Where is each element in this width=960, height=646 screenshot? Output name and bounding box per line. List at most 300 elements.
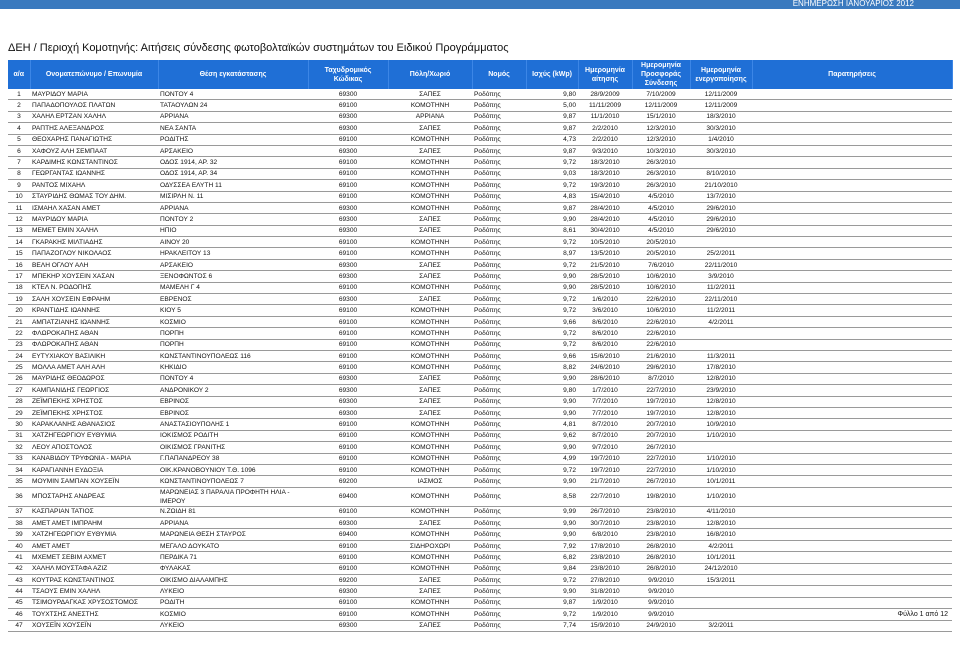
table-cell: 10 [8,191,30,202]
table-cell: ΣΑΠΕΣ [388,89,472,100]
table-cell: ΡΟΔΙΤΗ [158,597,308,608]
table-cell: ΞΕΝΟΦΩΝΤΟΣ 6 [158,271,308,282]
table-cell: ΚΟΜΟΤΗΝΗ [388,350,472,361]
table-cell: 9/9/2010 [632,597,690,608]
table-cell: ΜΙΣΙΡΛΗ Ν. 11 [158,191,308,202]
table-cell [752,586,952,597]
table-cell [752,225,952,236]
table-cell [752,620,952,631]
table-cell: 69100 [308,419,388,430]
table-cell: 24/6/2010 [578,362,632,373]
table-cell: 30/3/2010 [690,145,752,156]
table-cell: 6 [8,145,30,156]
table-cell: ΟΙΚ.ΚΡΑΝΟΒΟΥΝΙΟΥ Τ.Θ. 1096 [158,464,308,475]
table-cell [752,597,952,608]
table-row [8,563,952,574]
table-cell: ΧΑΦΟΥΖ ΑΛΗ ΣΕΜΠΑΑΤ [30,145,158,156]
table-cell: 9,90 [526,529,578,540]
table-cell: 7/7/2010 [578,396,632,407]
table-cell: 9,87 [526,202,578,213]
table-row [8,453,952,464]
table-cell: 19/8/2010 [632,487,690,506]
table-cell: 23/8/2010 [578,552,632,563]
table-cell: ΠΕΡΔΙΚΑ 71 [158,552,308,563]
table-cell: 12 [8,214,30,225]
table-cell: 15/1/2010 [632,111,690,122]
table-cell: 22/6/2010 [632,316,690,327]
table-cell: 29/6/2010 [632,362,690,373]
table-cell: ΚΑΝΑΒΙΔΟΥ ΤΡΥΦΩΝΙΑ - ΜΑΡΙΑ [30,453,158,464]
table-cell: Ροδόπης [472,442,526,453]
table-cell: ΑΡΡΙΑΝΑ [158,111,308,122]
table-cell: 9,72 [526,339,578,350]
table-cell: ΤΣΙΜΟΥΡΔΑΓΚΑΣ ΧΡΥΣΟΣΤΟΜΟΣ [30,597,158,608]
table-row [8,214,952,225]
table-cell: Ροδόπης [472,214,526,225]
table-cell: 24 [8,350,30,361]
table-cell: 32 [8,442,30,453]
table-row [8,373,952,384]
table-cell: Ροδόπης [472,529,526,540]
table-cell: 29/6/2010 [690,214,752,225]
table-cell: ΚΟΜΟΤΗΝΗ [388,487,472,506]
table-cell: ΚΗΚΙΔΙΟ [158,362,308,373]
table-cell: Ροδόπης [472,100,526,111]
table-cell: Ροδόπης [472,430,526,441]
table-cell: 5 [8,134,30,145]
table-cell: 9,90 [526,442,578,453]
table-cell: 69100 [308,540,388,551]
table-cell [752,316,952,327]
table-cell: 10/6/2010 [632,282,690,293]
table-cell: Ροδόπης [472,282,526,293]
table-cell: 19/7/2010 [632,407,690,418]
table-cell: 19/7/2010 [578,464,632,475]
table-cell: 69300 [308,123,388,134]
table-cell: 11/2/2011 [690,282,752,293]
table-cell [690,442,752,453]
table-cell [752,259,952,270]
table-cell: 28 [8,396,30,407]
table-cell: ΠΟΝΤΟΥ 4 [158,89,308,100]
table-cell: 69100 [308,191,388,202]
table-cell: ΚΟΜΟΤΗΝΗ [388,328,472,339]
table-row [8,180,952,191]
table-cell: ΑΡΡΙΑΝΑ [158,518,308,529]
table-cell: 9,72 [526,157,578,168]
table-cell: ΑΡΡΙΑΝΑ [158,202,308,213]
table-cell [752,89,952,100]
table-cell: 29/6/2010 [690,225,752,236]
table-cell: Ροδόπης [472,362,526,373]
table-cell [752,111,952,122]
table-cell: Ροδόπης [472,419,526,430]
table-cell: 9,90 [526,396,578,407]
table-cell: ΟΙΚΙΣΜΟ ΔΙΑΛΑΜΠΗΣ [158,575,308,586]
table-cell [690,157,752,168]
table-cell: ΣΑΠΕΣ [388,586,472,597]
table-cell [690,597,752,608]
table-cell: 24/12/2010 [690,563,752,574]
table-row [8,316,952,327]
table-cell [690,586,752,597]
table-cell: ΑΜΠΑΤΖΙΑΝΗΣ ΙΩΑΝΝΗΣ [30,316,158,327]
table-cell: 10/1/2011 [690,552,752,563]
table-cell: 40 [8,540,30,551]
table-cell: Ροδόπης [472,168,526,179]
table-cell: Ροδόπης [472,180,526,191]
table-cell: Ροδόπης [472,373,526,384]
table-cell: 10/6/2010 [632,271,690,282]
table-cell: 10/3/2010 [632,145,690,156]
table-cell: 18 [8,282,30,293]
table-cell: 69100 [308,453,388,464]
table-row [8,237,952,248]
table-cell: 9,72 [526,237,578,248]
table-cell: 30 [8,419,30,430]
table-cell: 8,58 [526,487,578,506]
table-cell: 11/2/2011 [690,305,752,316]
table-cell: 23/8/2010 [632,529,690,540]
table-cell: 69300 [308,214,388,225]
table-cell: ΜΑΡΩΝΕΙΑΣ 3 ΠΑΡΑΛΙΑ ΠΡΟΦΗΤΗ ΗΛΙΑ - ΙΜΕΡΟΥ [158,487,308,506]
table-cell: 29/6/2010 [690,202,752,213]
table-cell: 69300 [308,407,388,418]
table-cell: 4/5/2010 [632,214,690,225]
table-cell: 22/11/2010 [690,294,752,305]
table-cell: 20/5/2010 [632,237,690,248]
table-cell: Ροδόπης [472,407,526,418]
table-cell: 22/6/2010 [632,294,690,305]
table-cell: 26/7/2010 [632,442,690,453]
table-row [8,123,952,134]
table-row [8,350,952,361]
table-cell: 13 [8,225,30,236]
table-cell: 20/7/2010 [632,419,690,430]
table-cell: 69100 [308,134,388,145]
table-cell: ΕΥΤΥΧΙΑΚΟΥ ΒΑΣΙΛΙΚΗ [30,350,158,361]
table-cell: ΟΔΟΣ 1914, ΑΡ. 32 [158,157,308,168]
table-cell [752,271,952,282]
table-cell: ΣΑΛΗ ΧΟΥΣΕΙΝ ΕΦΡΑΗΜ [30,294,158,305]
table-cell: 14 [8,237,30,248]
table-cell [752,396,952,407]
table-cell: 9,72 [526,305,578,316]
table-row [8,597,952,608]
table-cell: 9/7/2010 [578,442,632,453]
table-cell: 26/8/2010 [632,552,690,563]
table-cell: 39 [8,529,30,540]
table-cell: ΦΛΩΡΟΚΑΠΗΣ ΑΘΑΝ [30,339,158,350]
table-cell: 9,84 [526,563,578,574]
table-row [8,89,952,100]
table-cell: 69300 [308,385,388,396]
table-cell [752,563,952,574]
table-row [8,442,952,453]
table-cell: 8/6/2010 [578,316,632,327]
table-cell: ΛΥΚΕΙΟ [158,586,308,597]
table-cell: 69300 [308,271,388,282]
table-cell: 1/10/2010 [690,487,752,506]
table-cell: ΚΟΜΟΤΗΝΗ [388,609,472,620]
table-cell: 69100 [308,506,388,517]
table-cell: 28/4/2010 [578,202,632,213]
table-cell: 26/3/2010 [632,157,690,168]
table-cell: ΚΟΜΟΤΗΝΗ [388,305,472,316]
table-cell: ΖΕΪΜΠΕΚΗΣ ΧΡΗΣΤΟΣ [30,407,158,418]
table-cell: ΜΕΓΑΛΟ ΔΟΥΚΑΤΟ [158,540,308,551]
table-cell: 41 [8,552,30,563]
table-cell: 46 [8,609,30,620]
table-cell: 4/2/2011 [690,316,752,327]
table-cell: ΑΡΣΑΚΕΙΟ [158,259,308,270]
table-cell: 38 [8,518,30,529]
table-cell: 69100 [308,597,388,608]
table-cell: Ροδόπης [472,294,526,305]
table-cell: ΚΡΑΝΤΙΔΗΣ ΙΩΑΝΝΗΣ [30,305,158,316]
column-header: Παρατηρήσεις [752,60,952,89]
table-cell: 69300 [308,145,388,156]
table-cell: 3 [8,111,30,122]
table-cell: 4 [8,123,30,134]
table-cell: 10/5/2010 [578,237,632,248]
table-cell: ΚΟΜΟΤΗΝΗ [388,430,472,441]
table-cell: 19/7/2010 [578,453,632,464]
table-cell: ΓΚΑΡΑΚΗΣ ΜΙΛΤΙΑΔΗΣ [30,237,158,248]
table-cell [752,237,952,248]
table-cell: Ροδόπης [472,202,526,213]
top-banner [0,0,960,9]
table-cell: 7/6/2010 [632,259,690,270]
table-cell [752,552,952,563]
column-header: Νομός [472,60,526,89]
table-cell: ΣΑΠΕΣ [388,373,472,384]
table-cell: 18/3/2010 [578,168,632,179]
table-cell: 11 [8,202,30,213]
table-cell: Ροδόπης [472,464,526,475]
table-cell: ΚΑΡΑΚΛΑΝΗΣ ΑΘΑΝΑΣΙΟΣ [30,419,158,430]
table-cell: 69100 [308,248,388,259]
table-cell: 26/7/2010 [578,506,632,517]
table-cell: 33 [8,453,30,464]
table-cell: ΠΑΠΑΔΟΠΟΥΛΟΣ ΠΛΑΤΩΝ [30,100,158,111]
table-cell: 22/11/2010 [690,259,752,270]
table-cell: 21/6/2010 [632,350,690,361]
table-cell [752,282,952,293]
table-cell: 69100 [308,563,388,574]
table-cell: 69400 [308,487,388,506]
table-cell: 19/3/2010 [578,180,632,191]
table-cell: 12/8/2010 [690,396,752,407]
table-cell: ΟΔΥΣΣΕΑ ΕΛΥΤΗ 11 [158,180,308,191]
table-cell: 35 [8,476,30,487]
table-cell: 4,73 [526,134,578,145]
table-cell: 69300 [308,518,388,529]
table-cell: ΧΑΤΖΗΓΕΩΡΓΙΟΥ ΕΥΘΥΜΙΑ [30,430,158,441]
table-cell: 7/7/2010 [578,407,632,418]
table-cell: ΚΟΜΟΤΗΝΗ [388,248,472,259]
table-cell: 42 [8,563,30,574]
table-cell: 9,87 [526,111,578,122]
table-cell: 4/11/2010 [690,506,752,517]
table-cell: 3/2/2011 [690,620,752,631]
table-cell: ΚΑΡΔΙΜΗΣ ΚΩΝΣΤΑΝΤΙΝΟΣ [30,157,158,168]
table-cell: ΘΕΟΧΑΡΗΣ ΠΑΝΑΓΙΩΤΗΣ [30,134,158,145]
table-cell: 1 [8,89,30,100]
table-cell [752,180,952,191]
table-cell: ΠΟΡΠΗ [158,328,308,339]
table-cell: Ροδόπης [472,316,526,327]
table-cell: 4/2/2011 [690,540,752,551]
table-cell: 17/8/2010 [578,540,632,551]
table-cell: 7,92 [526,540,578,551]
table-cell: 28/9/2009 [578,89,632,100]
table-cell: 12/11/2009 [632,100,690,111]
table-cell: ΜΧΕΜΕΤ ΣΕΒΙΜ ΑΧΜΕΤ [30,552,158,563]
table-cell: 11/1/2010 [578,111,632,122]
table-cell: ΛΥΚΕΙΟ [158,620,308,631]
table-cell: ΓΕΩΡΓΑΝΤΑΣ ΙΩΑΝΝΗΣ [30,168,158,179]
table-cell: Ροδόπης [472,271,526,282]
table-row [8,506,952,517]
table-cell: Ροδόπης [472,328,526,339]
table-cell: 28/5/2010 [578,271,632,282]
table-cell: ΕΒΡΕΝΟΣ [158,294,308,305]
table-cell: 12/8/2010 [690,407,752,418]
table-cell: ΜΑΥΡΙΔΗΣ ΘΕΟΔΩΡΟΣ [30,373,158,384]
table-cell: 22/7/2010 [632,385,690,396]
table-cell: 9,72 [526,180,578,191]
table-cell: ΚΟΜΟΤΗΝΗ [388,316,472,327]
table-cell: Ροδόπης [472,506,526,517]
table-cell: 2 [8,100,30,111]
table-cell: Ροδόπης [472,339,526,350]
table-cell: ΧΑΛΗΛ ΕΡΤΖΑΝ ΧΑΛΗΛ [30,111,158,122]
table-cell: 69100 [308,168,388,179]
table-cell: 1/4/2010 [690,134,752,145]
table-cell: Ροδόπης [472,453,526,464]
table-row [8,111,952,122]
table-cell: Ροδόπης [472,552,526,563]
table-cell: ΚΟΜΟΤΗΝΗ [388,191,472,202]
table-cell: ΚΑΜΠΑΝΙΔΗΣ ΓΕΩΡΓΙΟΣ [30,385,158,396]
table-cell: Ροδόπης [472,145,526,156]
table-cell: 9,66 [526,350,578,361]
table-cell: ΑΙΝΟΥ 20 [158,237,308,248]
table-cell: ΣΑΠΕΣ [388,620,472,631]
table-cell: ΣΑΠΕΣ [388,518,472,529]
table-cell: ΙΟΚΙΣΜΟΣ ΡΟΔΙΤΗ [158,430,308,441]
table-cell: 10/9/2010 [690,419,752,430]
table-cell: ΗΠΙΟ [158,225,308,236]
table-cell: ΣΑΠΕΣ [388,225,472,236]
table-cell: ΖΕΪΜΠΕΚΗΣ ΧΡΗΣΤΟΣ [30,396,158,407]
table-cell: 30/3/2010 [690,123,752,134]
table-cell: 1/9/2010 [578,597,632,608]
table-cell: 8 [8,168,30,179]
table-cell: 69300 [308,225,388,236]
table-cell: ΚΟΜΟΤΗΝΗ [388,282,472,293]
table-cell: 12/11/2009 [690,89,752,100]
table-row [8,168,952,179]
table-cell: 69100 [308,305,388,316]
table-cell: 4,99 [526,453,578,464]
table-cell: 26 [8,373,30,384]
table-header [8,60,952,89]
table-row [8,157,952,168]
table-cell [752,506,952,517]
table-cell: ΚΟΜΟΤΗΝΗ [388,180,472,191]
table-cell: 47 [8,620,30,631]
table-cell: ΟΔΟΣ 1914, ΑΡ. 34 [158,168,308,179]
table-cell: ΚΟΜΟΤΗΝΗ [388,464,472,475]
table-cell: 4/5/2010 [632,202,690,213]
table-cell: ΚΟΜΟΤΗΝΗ [388,168,472,179]
table-cell: ΚΙΟΥ 5 [158,305,308,316]
table-cell: ΣΑΠΕΣ [388,123,472,134]
table-cell: 9,87 [526,597,578,608]
column-header: α/α [8,60,30,89]
column-header: Ημερομηνία αίτησης [578,60,632,89]
table-cell: Ροδόπης [472,620,526,631]
table-row [8,248,952,259]
table-row [8,259,952,270]
table-cell: ΜΕΜΕΤ ΕΜΙΝ ΧΑΛΗΛ [30,225,158,236]
table-cell: 69100 [308,316,388,327]
table-cell: 4,83 [526,191,578,202]
table-cell [752,202,952,213]
table-cell [752,442,952,453]
table-row [8,282,952,293]
table-cell: 13/7/2010 [690,191,752,202]
table-cell: ΧΟΥΣΕΪΝ ΧΟΥΣΕΪΝ [30,620,158,631]
table-cell: 69400 [308,529,388,540]
table-cell: ΚΟΜΟΤΗΝΗ [388,362,472,373]
table-cell: 9,90 [526,476,578,487]
table-cell: 9/9/2010 [632,609,690,620]
table-cell: 69100 [308,157,388,168]
table-cell: 69100 [308,362,388,373]
table-cell: 9,90 [526,271,578,282]
table-cell: 9,62 [526,430,578,441]
table-cell: Ροδόπης [472,597,526,608]
table-row [8,305,952,316]
table-cell: 34 [8,464,30,475]
table-cell: 23 [8,339,30,350]
table-cell: 30/4/2010 [578,225,632,236]
table-cell: ΗΡΑΚΛΕΙΤΟΥ 13 [158,248,308,259]
table-cell: ΣΑΠΕΣ [388,259,472,270]
table-cell: ΣΙΔΗΡΟΧΩΡΙ [388,540,472,551]
table-row [8,100,952,111]
table-cell: 28/4/2010 [578,214,632,225]
table-cell: 20/7/2010 [632,430,690,441]
table-cell: 28/6/2010 [578,373,632,384]
table-cell: 69300 [308,259,388,270]
table-cell: ΚΟΜΟΤΗΝΗ [388,157,472,168]
table-cell: 69100 [308,237,388,248]
table-cell: ΚΟΥΤΡΑΣ ΚΩΝΣΤΑΝΤΙΝΟΣ [30,575,158,586]
table-cell: Ροδόπης [472,191,526,202]
table-row [8,202,952,213]
table-row [8,430,952,441]
page-footer: Φύλλο 1 από 12 [897,611,948,618]
table-cell: 12/11/2009 [690,100,752,111]
table-cell: 69100 [308,609,388,620]
table-row [8,396,952,407]
table-cell: 22/6/2010 [632,339,690,350]
table-cell: ΑΝΔΡΟΝΙΚΟΥ 2 [158,385,308,396]
